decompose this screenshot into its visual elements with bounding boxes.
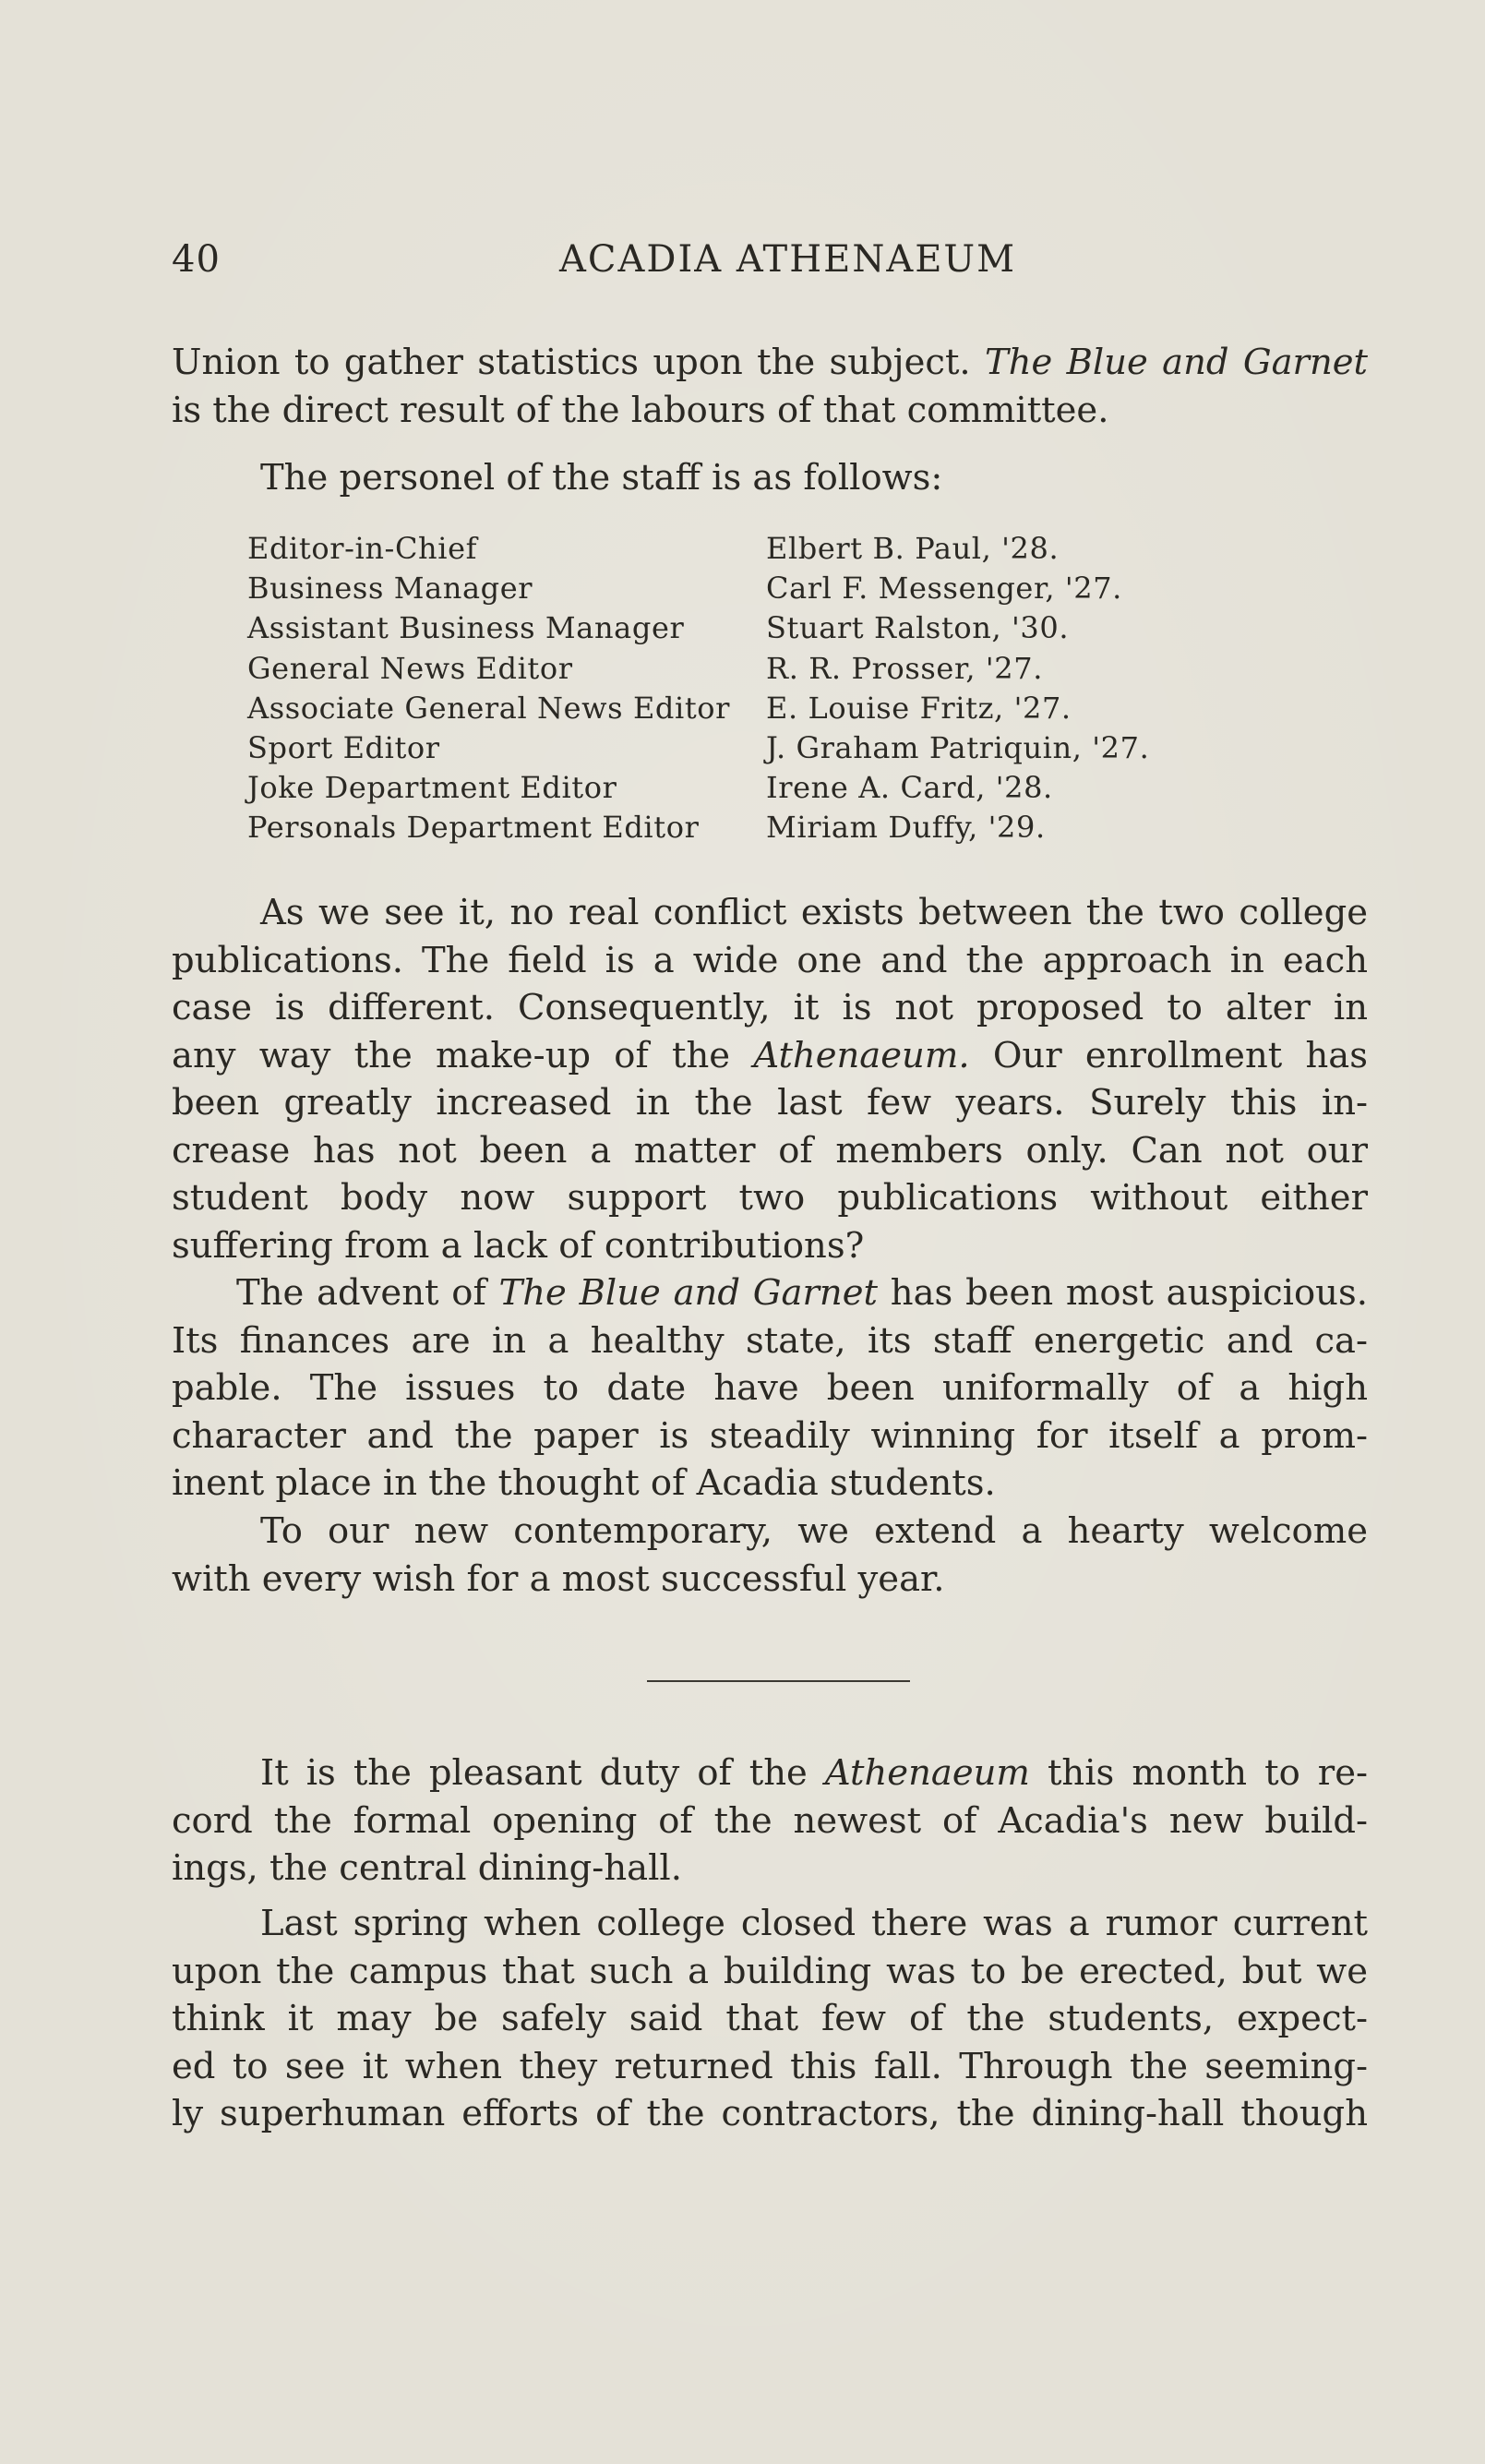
text-line xyxy=(172,1749,1368,1797)
text-line: pable. The issues to date have been uniformally of a high xyxy=(172,1367,1368,1409)
staff-row xyxy=(247,728,1216,768)
publication-title: The Blue and Garnet xyxy=(985,342,1368,383)
text-run: It is the pleasant duty of the xyxy=(260,1752,808,1794)
staff-name: Carl F. Messenger, '27. xyxy=(766,571,1122,607)
text-run: has been most auspicious. xyxy=(890,1272,1368,1314)
text-line: with every wish for a most successful year. xyxy=(172,1557,945,1600)
text-line: case is different. Consequently, it is not proposed to alter in xyxy=(172,987,1368,1028)
text-line: been greatly increased in the last few years. Surely this in- xyxy=(172,1082,1368,1124)
text-line: As we see it, no real conflict exists between the two college xyxy=(260,892,1368,933)
staff-name: Stuart Ralston, '30. xyxy=(766,610,1070,646)
text-line: ings, the central dining-hall. xyxy=(172,1847,682,1889)
text-line: crease has not been a matter of members only. Can not our xyxy=(172,1129,1368,1172)
intro-paragraph xyxy=(172,339,1368,434)
staff-row xyxy=(247,768,1216,808)
text-line: is the direct result of the labours of that committee. xyxy=(172,389,1109,431)
staff-role: Assistant Business Manager xyxy=(247,610,685,646)
text-run: The advent of xyxy=(236,1272,486,1314)
page-number: 40 xyxy=(172,238,221,281)
staff-row xyxy=(247,529,1216,569)
text-run: this month to re- xyxy=(1047,1752,1368,1794)
text-line: publications. The field is a wide one and the approach in each xyxy=(172,939,1368,981)
section-divider xyxy=(647,1680,910,1682)
publication-title: Athenaeum xyxy=(824,1752,1030,1794)
text-line: ly superhuman efforts of the contractors, the dining-hall though xyxy=(172,2093,1368,2134)
staff-name: E. Louise Fritz, '27. xyxy=(766,690,1072,726)
text-line: student body now support two publications without either xyxy=(172,1177,1368,1219)
paragraph-advent xyxy=(172,1269,1368,1508)
staff-intro xyxy=(172,454,1368,502)
publication-title: Athenaeum. xyxy=(753,1034,970,1076)
text-run: Union to gather statistics upon the subject. xyxy=(172,342,971,383)
text-line: Last spring when college closed there was a rumor current xyxy=(260,1903,1368,1944)
paragraph-welcome xyxy=(172,1508,1368,1603)
staff-role: Associate General News Editor xyxy=(247,690,731,726)
staff-name: Elbert B. Paul, '28. xyxy=(766,531,1060,566)
staff-row xyxy=(247,649,1216,689)
text-line: inent place in the thought of Acadia students. xyxy=(172,1462,996,1504)
staff-role: Editor-in-Chief xyxy=(247,531,478,566)
text-line: think it may be safely said that few of the students, expect- xyxy=(172,1998,1368,2039)
text-line: suffering from a lack of contributions? xyxy=(172,1224,865,1267)
staff-role: Joke Department Editor xyxy=(247,770,617,806)
text-run: Our enrollment has xyxy=(992,1034,1368,1076)
text-line: upon the campus that such a building was to be erected, but we xyxy=(172,1950,1368,1992)
text-line: character and the paper is steadily winning for itself a prom- xyxy=(172,1414,1368,1457)
text-run: any way the make-up of the xyxy=(172,1034,731,1076)
text-line: The personel of the staff is as follows: xyxy=(260,457,943,499)
staff-row xyxy=(247,569,1216,608)
staff-role: Sport Editor xyxy=(247,730,440,766)
staff-row xyxy=(247,608,1216,648)
staff-role: Business Manager xyxy=(247,571,533,607)
running-head xyxy=(172,238,1370,294)
publication-title: The Blue and Garnet xyxy=(498,1272,878,1314)
staff-role: Personals Department Editor xyxy=(247,810,700,846)
staff-name: R. R. Prosser, '27. xyxy=(766,650,1043,686)
paragraph-dining-hall xyxy=(172,1749,1368,1893)
text-line: ed to see it when they returned this fall. Through the seeming- xyxy=(172,2045,1368,2087)
text-line: To our new contemporary, we extend a hearty welcome xyxy=(260,1510,1368,1552)
text-line xyxy=(172,339,1368,387)
staff-table xyxy=(247,529,1216,848)
staff-row xyxy=(247,689,1216,728)
text-line xyxy=(172,1032,1368,1080)
staff-table-body xyxy=(247,529,1216,848)
journal-title: ACADIA ATHENAEUM xyxy=(559,238,1017,281)
text-line: Its finances are in a healthy state, its staff energetic and ca- xyxy=(172,1319,1368,1362)
paragraph-conflict xyxy=(172,889,1368,1269)
staff-name: Irene A. Card, '28. xyxy=(766,770,1053,806)
paragraph-last-spring xyxy=(172,1900,1368,2138)
staff-name: J. Graham Patriquin, '27. xyxy=(766,730,1150,766)
text-line xyxy=(172,1269,1368,1317)
staff-name: Miriam Duffy, '29. xyxy=(766,810,1046,846)
text-line: cord the formal opening of the newest of Acadia's new build- xyxy=(172,1799,1368,1842)
staff-role: General News Editor xyxy=(247,650,573,686)
staff-row xyxy=(247,808,1216,847)
